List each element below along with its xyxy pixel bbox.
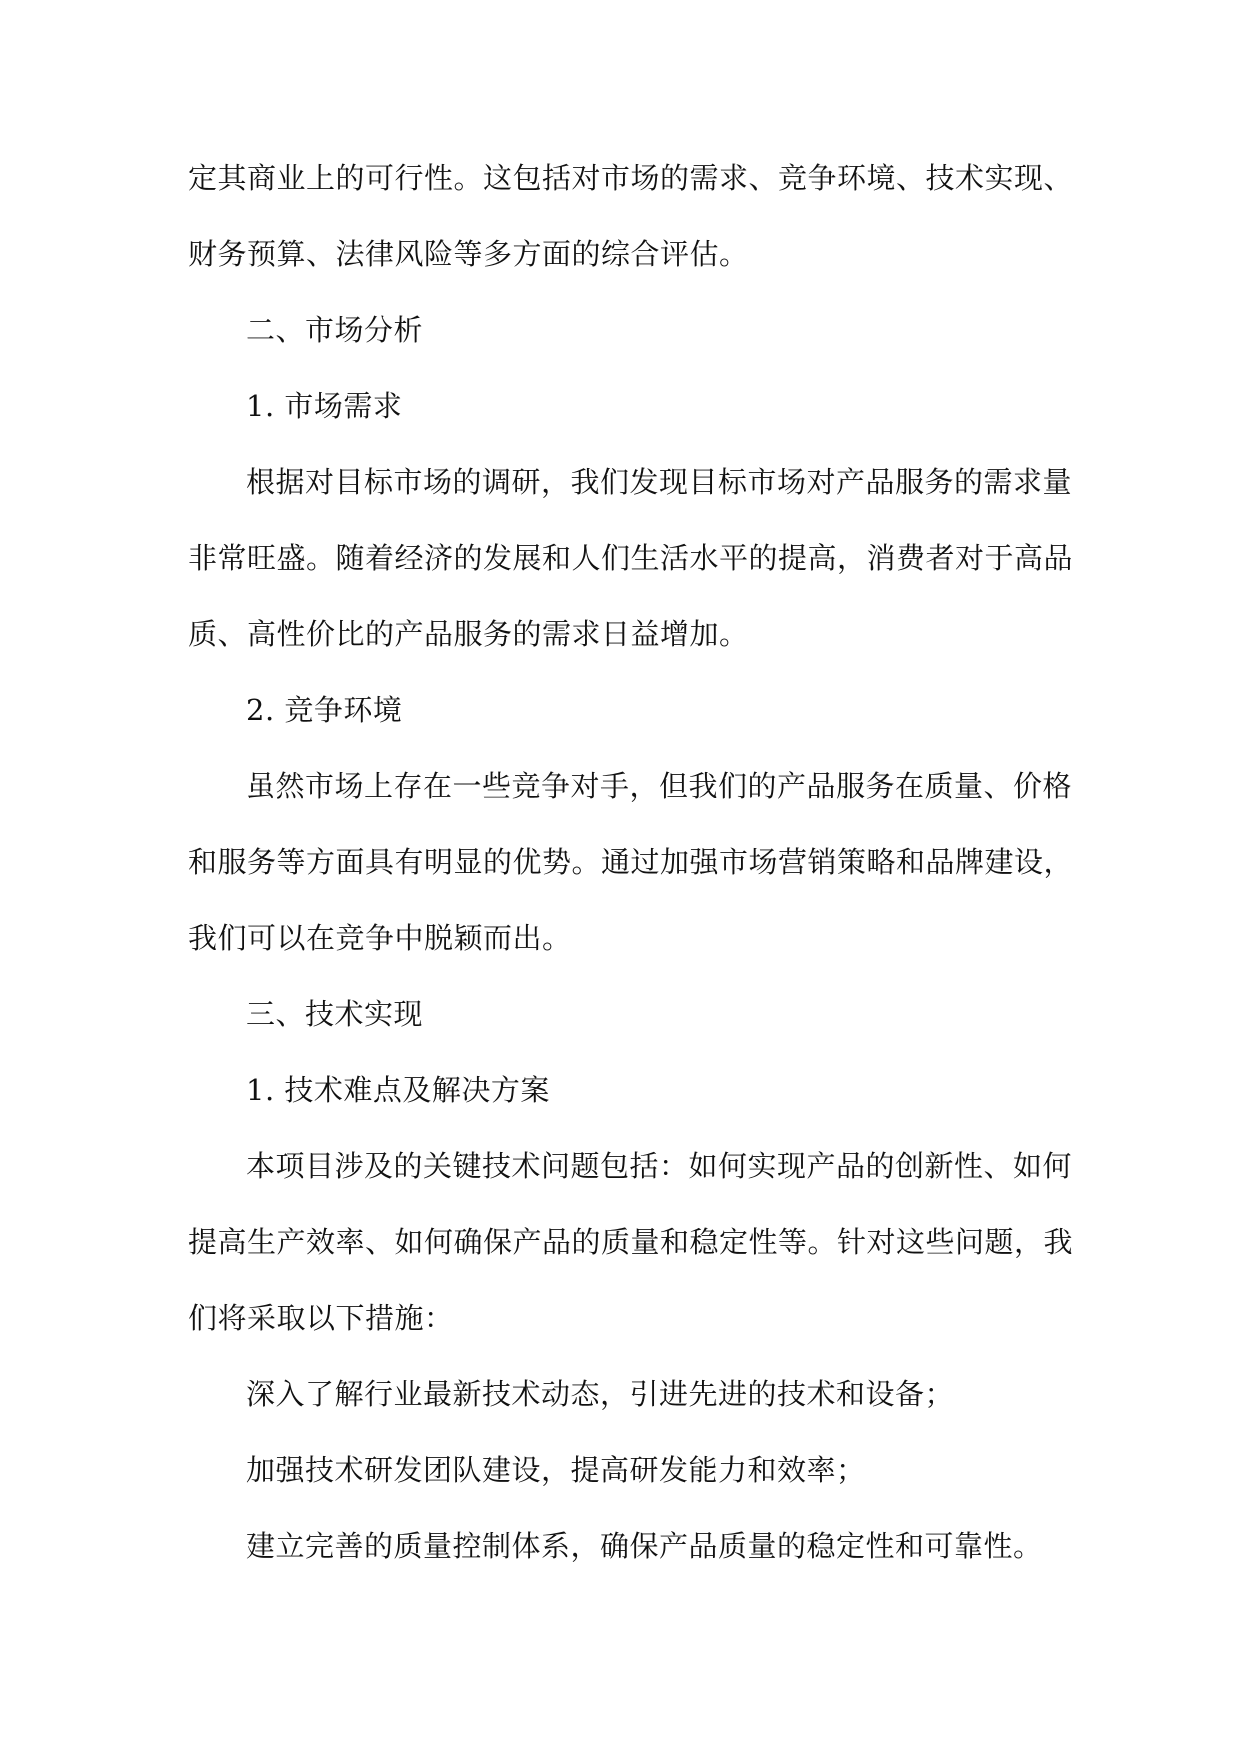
section-heading: 二、市场分析	[246, 313, 424, 347]
paragraph-line: 定其商业上的可行性。这包括对市场的需求、竞争环境、技术实现、	[188, 161, 1074, 195]
paragraph-line: 本项目涉及的关键技术问题包括：如何实现产品的创新性、如何	[246, 1149, 1073, 1183]
list-item: 建立完善的质量控制体系，确保产品质量的稳定性和可靠性。	[246, 1529, 1043, 1563]
paragraph-line: 非常旺盛。随着经济的发展和人们生活水平的提高，消费者对于高品	[188, 541, 1074, 575]
section-heading: 三、技术实现	[246, 997, 424, 1031]
paragraph-line: 财务预算、法律风险等多方面的综合评估。	[188, 237, 749, 271]
paragraph-line: 们将采取以下措施：	[188, 1301, 454, 1335]
document-body	[188, 140, 1074, 1584]
paragraph-line: 虽然市场上存在一些竞争对手，但我们的产品服务在质量、价格	[246, 769, 1073, 803]
list-item: 深入了解行业最新技术动态，引进先进的技术和设备；	[246, 1377, 955, 1411]
subsection-heading: 1. 技术难点及解决方案	[246, 1073, 550, 1107]
paragraph-line: 质、高性价比的产品服务的需求日益增加。	[188, 617, 749, 651]
list-item: 加强技术研发团队建设，提高研发能力和效率；	[246, 1453, 866, 1487]
paragraph-line: 根据对目标市场的调研，我们发现目标市场对产品服务的需求量	[246, 465, 1073, 499]
paragraph-line: 和服务等方面具有明显的优势。通过加强市场营销策略和品牌建设，	[188, 845, 1074, 879]
subsection-heading: 1. 市场需求	[246, 389, 403, 423]
subsection-heading: 2. 竞争环境	[246, 693, 403, 727]
paragraph-line: 提高生产效率、如何确保产品的质量和稳定性等。针对这些问题，我	[188, 1225, 1074, 1259]
paragraph-line: 我们可以在竞争中脱颖而出。	[188, 921, 572, 955]
